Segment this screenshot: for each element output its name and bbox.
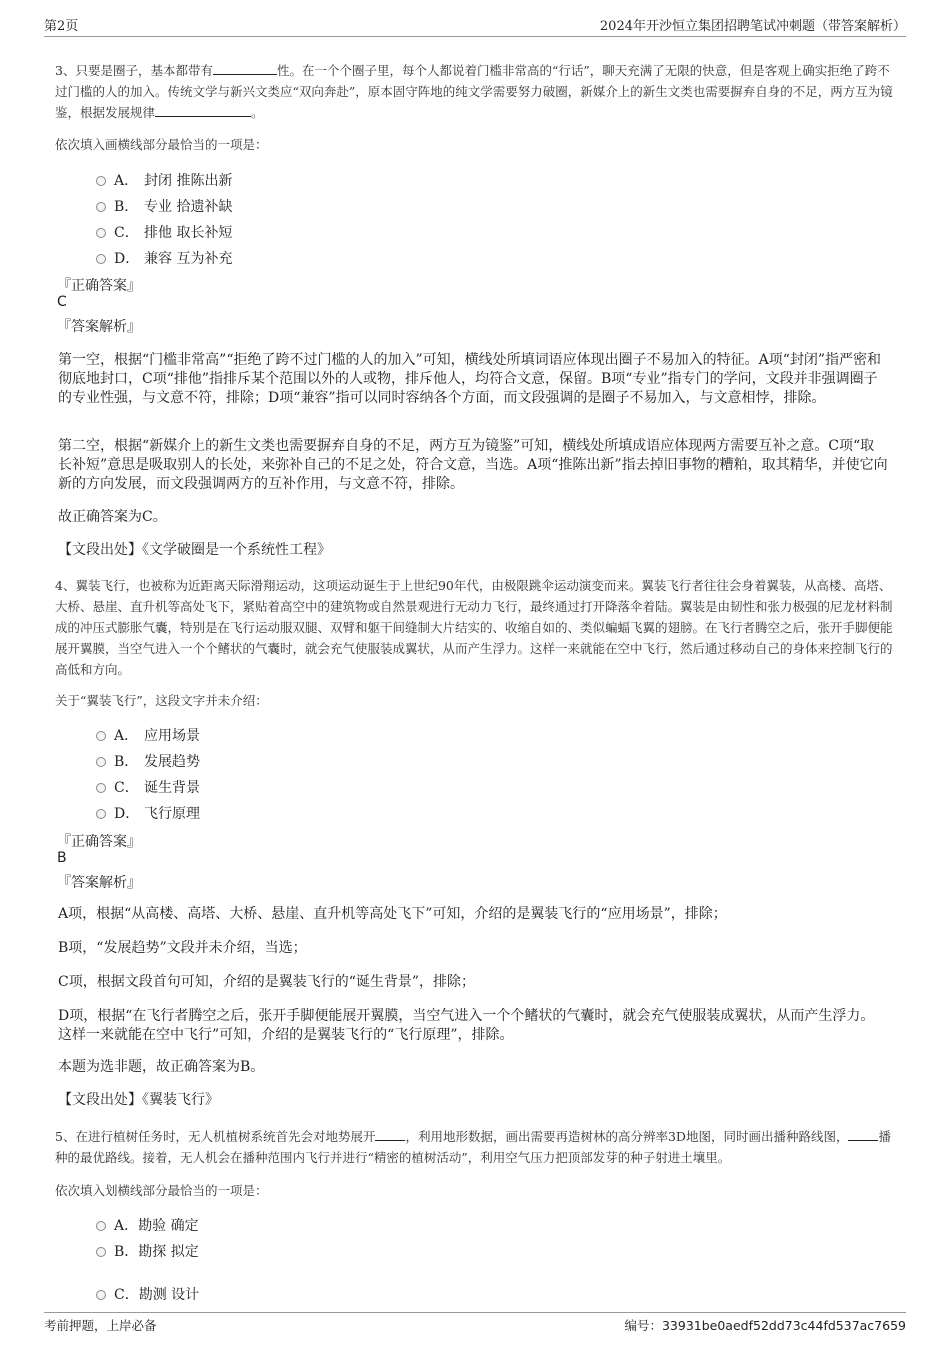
question-4-text: 4、翼装飞行，也被称为近距离天际滑翔运动，这项运动诞生于上世纪90年代，由极限跳伞运动演变而来。翼装飞行者往往会身着翼装，从高楼、高塔、大桥、悬崖、直升机等高处飞下，紧贴着高空中的建筑物或自然景观进行无动力飞行，最终通过打开降落伞着陆。翼装是由韧性和张力极强的尼龙材料制成的冲压式膨胀气囊，特别是在飞行运动服双腿、双臂和躯干间缝制大片结实的、收缩自如的、类似蝙蝠飞翼的翅膀。在飞行者腾空之后，张开手脚便能展开翼膜，当空气进入一个个鳍状的气囊时，就会充气使服装成翼状，从而产生浮力。这样一来就能在空中飞行，然后通过移动自己的身体来控制飞行的高低和方向。: [55, 578, 893, 677]
option-b[interactable]: B． 专业 拾遗补缺: [96, 196, 232, 216]
analysis-paragraph: A项，根据“从高楼、高塔、大桥、悬崖、直升机等高处飞下”可知，介绍的是翼装飞行的“应用场景”，排除；: [58, 906, 727, 922]
question-5-text: 5、在进行植树任务时，无人机植树系统首先会对地势展开 ，利用地形数据，画出需要再造树林的高分辨率3D地图，同时画出播种路线图， 播种的最优路线。接着，无人机会在播种范围内飞行并进行“精密的植树活动”，利用空气压力把顶部发芽的种子射进土壤里。: [55, 1129, 891, 1165]
page-header: [44, 14, 906, 37]
analysis-label: 『答案解析』: [57, 319, 141, 335]
radio-icon[interactable]: [96, 176, 106, 186]
answer-value: B: [57, 850, 67, 866]
footer-slogan: 考前押题，上岸必备: [44, 1318, 157, 1333]
answer-label: 『正确答案』: [57, 834, 141, 850]
analysis-label: 『答案解析』: [57, 875, 141, 891]
question-3-text: 3、只要是圈子，基本都带有 性。在一个个圈子里，每个人都说着门槛非常高的“行话”，聊天充满了无限的快意，但是客观上确实拒绝了跨不过门槛的人的加入。传统文学与新兴文类应“双向奔赴”，原本固守阵地的纯文学需要努力破圈，新媒介上的新生文类也需要摒弃自身的不足，两方互为镜鉴，根据发展规律 。: [55, 63, 893, 120]
blank: [213, 62, 277, 75]
option-d[interactable]: D． 兼容 互为补充: [96, 248, 232, 268]
option-c[interactable]: C． 排他 取长补短: [96, 222, 232, 242]
blank: [848, 1128, 878, 1141]
option-b[interactable]: B． 勘探 拟定: [96, 1241, 199, 1261]
radio-icon[interactable]: [96, 228, 106, 238]
radio-icon[interactable]: [96, 757, 106, 767]
option-b[interactable]: B． 发展趋势: [96, 751, 200, 771]
option-c[interactable]: C． 勘测 设计: [96, 1284, 199, 1304]
radio-icon[interactable]: [96, 1290, 106, 1300]
analysis-paragraph: D项，根据“在飞行者腾空之后，张开手脚便能展开翼膜，当空气进入一个个鳍状的气囊时，就会充气使服装成翼状，从而产生浮力。这样一来就能在空中飞行”可知，介绍的是翼装飞行的“飞行原理”，排除。: [58, 1008, 875, 1043]
option-d[interactable]: D． 飞行原理: [96, 803, 200, 823]
analysis-conclusion: 本题为选非题，故正确答案为B。: [58, 1059, 265, 1075]
radio-icon[interactable]: [96, 731, 106, 741]
option-c[interactable]: C． 诞生背景: [96, 777, 200, 797]
option-a[interactable]: A． 封闭 推陈出新: [96, 170, 232, 190]
option-a[interactable]: A． 勘验 确定: [96, 1215, 199, 1235]
answer-value: C: [57, 294, 67, 310]
radio-icon[interactable]: [96, 1247, 106, 1257]
analysis-conclusion: 故正确答案为C。: [58, 509, 167, 525]
question-4-prompt: 关于“翼装飞行”，这段文字并未介绍：: [55, 693, 268, 708]
question-5-prompt: 依次填入划横线部分最恰当的一项是：: [55, 1183, 268, 1198]
radio-icon[interactable]: [96, 1221, 106, 1231]
source-citation: 【文段出处】《文学破圈是一个系统性工程》: [58, 542, 331, 558]
blank: [155, 104, 251, 117]
page-footer: [44, 1312, 906, 1336]
answer-label: 『正确答案』: [57, 278, 141, 294]
option-a[interactable]: A． 应用场景: [96, 725, 200, 745]
page-number: 第2页: [44, 19, 79, 34]
document-title: 2024年开沙恒立集团招聘笔试冲刺题（带答案解析）: [599, 19, 906, 34]
radio-icon[interactable]: [96, 809, 106, 819]
radio-icon[interactable]: [96, 202, 106, 212]
source-citation: 【文段出处】《翼装飞行》: [58, 1092, 219, 1108]
analysis-paragraph: 第二空，根据“新媒介上的新生文类也需要摒弃自身的不足，两方互为镜鉴”可知，横线处所填成语应体现两方需要互补之意。C项“取长补短”意思是吸取别人的长处，来弥补自己的不足之处，符合文意，当选。A项“推陈出新”指去掉旧事物的糟粕，取其精华，并使它向新的方向发展，而文段强调两方的互补作用，与文意不符，排除。: [58, 438, 888, 492]
document-id: 编号：33931be0aedf52dd73c44fd537ac7659: [624, 1318, 906, 1333]
question-3-prompt: 依次填入画横线部分最恰当的一项是：: [55, 137, 268, 152]
analysis-paragraph: 第一空，根据“门槛非常高”“拒绝了跨不过门槛的人的加入”可知，横线处所填词语应体现出圈子不易加入的特征。A项“封闭”指严密和彻底地封口，C项“排他”指排斥某个范围以外的人或物，排斥他人，均符合文意，保留。B项“专业”指专门的学问，文段并非强调圈子的专业性强，与文意不符，排除；D项“兼容”指可以同时容纳各个方面，而文段强调的是圈子不易加入，与文意相悖，排除。: [58, 352, 882, 406]
radio-icon[interactable]: [96, 254, 106, 264]
analysis-paragraph: C项，根据文段首句可知，介绍的是翼装飞行的“诞生背景”，排除；: [58, 974, 476, 990]
blank: [375, 1128, 405, 1141]
analysis-paragraph: B项，“发展趋势”文段并未介绍，当选；: [58, 940, 307, 956]
radio-icon[interactable]: [96, 783, 106, 793]
